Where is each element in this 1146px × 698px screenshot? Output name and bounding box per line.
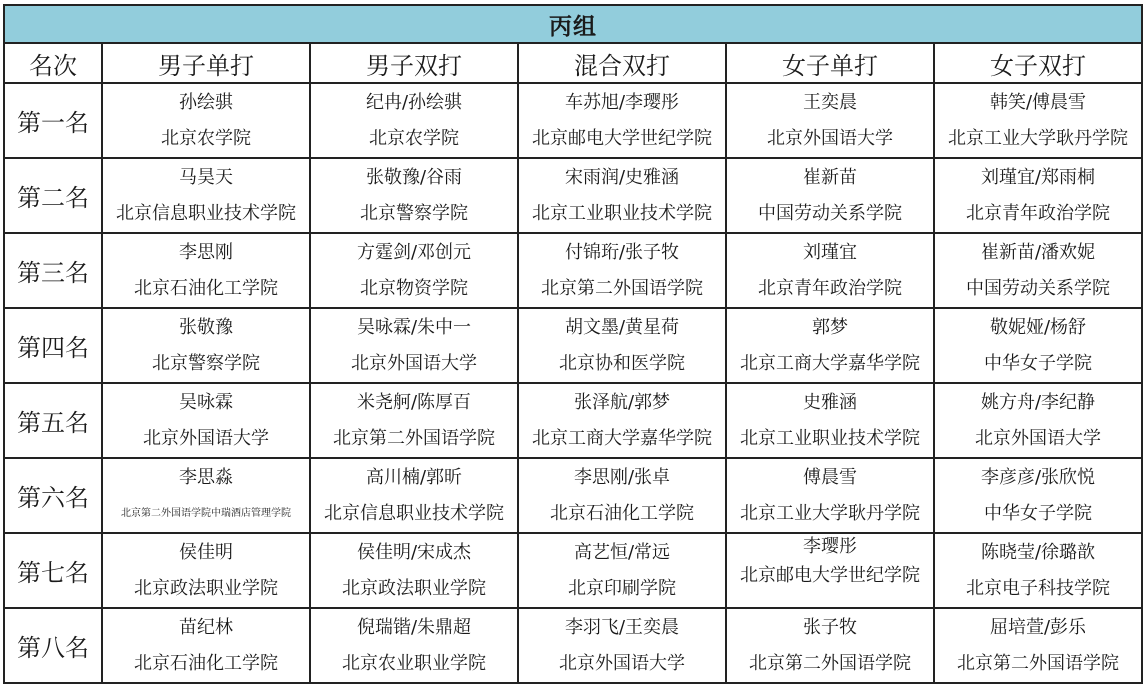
player-names: 傅晨雪: [803, 466, 857, 488]
result-cell-womens-singles: [726, 383, 934, 458]
school-name: 中国劳动关系学院: [966, 277, 1111, 299]
school-name: 北京外国语大学: [975, 427, 1102, 449]
school-name: 北京外国语大学: [559, 652, 685, 674]
result-cell-mens-singles: [102, 608, 310, 683]
player-names: 付锦珩/张子牧: [564, 241, 680, 263]
rank-label: 第一名: [4, 83, 102, 158]
school-name: 北京第二外国语学院: [541, 277, 703, 299]
school-name: 北京邮电大学世纪学院: [740, 564, 920, 586]
results-table: [3, 4, 1143, 684]
school-name: 北京石油化工学院: [134, 277, 278, 299]
rank-label: 第七名: [4, 533, 102, 608]
school-name: 北京第二外国语学院中瑞酒店管理学院: [121, 507, 291, 519]
player-names: 吴咏霖: [179, 391, 233, 413]
rank-label: 第八名: [4, 608, 102, 683]
school-name: 北京外国语大学: [143, 427, 269, 449]
player-names: 郭梦: [812, 316, 848, 338]
player-names: 史雅涵: [803, 391, 857, 413]
school-name: 北京政法职业学院: [134, 577, 278, 599]
player-names: 敬妮娅/杨舒: [989, 316, 1087, 338]
result-cell-mixed-doubles: [518, 158, 726, 233]
header-mens-doubles: 男子双打: [310, 43, 518, 83]
school-name: 北京石油化工学院: [550, 502, 694, 524]
school-name: 北京工业大学耿丹学院: [948, 127, 1129, 149]
school-name: 北京工业大学耿丹学院: [740, 502, 920, 524]
table-row: [4, 233, 1142, 308]
school-name: 北京信息职业技术学院: [116, 202, 296, 224]
school-name: 中国劳动关系学院: [758, 202, 902, 224]
player-names: 胡文墨/黄星荷: [564, 316, 680, 338]
result-cell-mixed-doubles: [518, 383, 726, 458]
school-name: 北京青年政治学院: [966, 202, 1111, 224]
result-cell-womens-singles: [726, 158, 934, 233]
table-row: [4, 83, 1142, 158]
result-cell-mens-singles: [102, 308, 310, 383]
header-mens-singles: 男子单打: [102, 43, 310, 83]
school-name: 北京外国语大学: [351, 352, 477, 374]
player-names: 陈晓莹/徐璐歆: [980, 541, 1096, 563]
player-names: 侯佳明/宋成杰: [356, 541, 472, 563]
school-name: 北京农学院: [369, 127, 459, 149]
player-names: 崔新苗: [803, 166, 857, 188]
school-name: 中华女子学院: [984, 352, 1093, 374]
school-name: 北京物资学院: [360, 277, 468, 299]
rank-label: 第四名: [4, 308, 102, 383]
result-cell-womens-doubles: [934, 158, 1142, 233]
player-names: 崔新苗/潘欢妮: [980, 241, 1096, 263]
result-cell-mens-doubles: [310, 83, 518, 158]
player-names: 倪瑞锴/朱鼎超: [356, 616, 472, 638]
player-names: 韩笑/傅晨雪: [989, 91, 1087, 113]
player-names: 高川楠/郭昕: [365, 466, 463, 488]
result-cell-mens-singles: [102, 158, 310, 233]
result-cell-womens-doubles: [934, 533, 1142, 608]
school-name: 北京农业职业学院: [342, 652, 486, 674]
school-name: 北京第二外国语学院: [749, 652, 911, 674]
school-name: 北京第二外国语学院: [333, 427, 495, 449]
header-rank: 名次: [4, 43, 102, 83]
school-name: 北京工商大学嘉华学院: [532, 427, 712, 449]
result-cell-womens-doubles: [934, 608, 1142, 683]
result-cell-mens-singles: [102, 533, 310, 608]
player-names: 孙绘骐: [179, 91, 233, 113]
player-names: 侯佳明: [179, 541, 233, 563]
school-name: 北京农学院: [161, 127, 251, 149]
result-cell-mixed-doubles: [518, 458, 726, 533]
school-name: 北京石油化工学院: [134, 652, 278, 674]
school-name: 北京政法职业学院: [342, 577, 486, 599]
player-names: 张泽航/郭梦: [573, 391, 671, 413]
player-names: 李思刚/张卓: [573, 466, 671, 488]
player-names: 苗纪林: [179, 616, 233, 638]
result-cell-womens-singles: [726, 308, 934, 383]
school-name: 北京工商大学嘉华学院: [740, 352, 920, 374]
result-cell-mixed-doubles: [518, 608, 726, 683]
group-title: 丙组: [4, 5, 1142, 43]
player-names: 李思刚: [179, 241, 233, 263]
table-row: [4, 383, 1142, 458]
rank-label: 第六名: [4, 458, 102, 533]
player-names: 刘瑾宜/郑雨桐: [980, 166, 1096, 188]
rank-label: 第二名: [4, 158, 102, 233]
table-row: [4, 458, 1142, 533]
result-cell-mens-doubles: [310, 608, 518, 683]
school-name: 北京青年政治学院: [758, 277, 902, 299]
school-name: 北京工业职业技术学院: [740, 427, 920, 449]
school-name: 北京警察学院: [360, 202, 468, 224]
header-womens-doubles: 女子双打: [934, 43, 1142, 83]
school-name: 北京印刷学院: [568, 577, 676, 599]
table-row: [4, 533, 1142, 608]
result-cell-mens-doubles: [310, 308, 518, 383]
player-names: 宋雨润/史雅涵: [564, 166, 680, 188]
result-cell-womens-doubles: [934, 383, 1142, 458]
result-cell-mens-doubles: [310, 383, 518, 458]
header-womens-singles: 女子单打: [726, 43, 934, 83]
table-row: [4, 158, 1142, 233]
player-names: 王奕晨: [803, 91, 857, 113]
player-names: 李璎彤: [803, 535, 857, 557]
result-cell-mens-doubles: [310, 233, 518, 308]
result-cell-mens-singles: [102, 233, 310, 308]
result-cell-mens-doubles: [310, 533, 518, 608]
player-names: 张敬豫: [179, 316, 233, 338]
result-cell-womens-singles: [726, 533, 934, 608]
player-names: 车苏旭/李璎彤: [564, 91, 680, 113]
school-name: 中华女子学院: [984, 502, 1093, 524]
player-names: 高艺恒/常远: [573, 541, 671, 563]
player-names: 纪冉/孙绘骐: [365, 91, 463, 113]
school-name: 北京工业职业技术学院: [532, 202, 712, 224]
school-name: 北京电子科技学院: [966, 577, 1111, 599]
result-cell-mixed-doubles: [518, 533, 726, 608]
school-name: 北京信息职业技术学院: [324, 502, 504, 524]
player-names: 米尧舸/陈厚百: [356, 391, 472, 413]
result-cell-womens-singles: [726, 83, 934, 158]
result-cell-womens-singles: [726, 608, 934, 683]
player-names: 李思淼: [179, 466, 233, 488]
result-cell-womens-doubles: [934, 233, 1142, 308]
player-names: 屈培萱/彭乐: [989, 616, 1087, 638]
player-names: 方霆剑/邓创元: [356, 241, 472, 263]
results-sheet: [3, 4, 1141, 692]
result-cell-mixed-doubles: [518, 83, 726, 158]
table-row: [4, 608, 1142, 683]
result-cell-womens-doubles: [934, 458, 1142, 533]
result-cell-mens-doubles: [310, 158, 518, 233]
result-cell-mens-singles: [102, 383, 310, 458]
school-name: 北京第二外国语学院: [957, 652, 1120, 674]
result-cell-womens-singles: [726, 458, 934, 533]
result-cell-womens-doubles: [934, 308, 1142, 383]
player-names: 刘瑾宜: [803, 241, 857, 263]
school-name: 北京外国语大学: [767, 127, 893, 149]
player-names: 张敬豫/谷雨: [365, 166, 463, 188]
player-names: 马昊天: [179, 166, 233, 188]
player-names: 张子牧: [803, 616, 857, 638]
result-cell-mens-singles: [102, 83, 310, 158]
player-names: 吴咏霖/朱中一: [356, 316, 472, 338]
result-cell-womens-doubles: [934, 83, 1142, 158]
rank-label: 第三名: [4, 233, 102, 308]
player-names: 姚方舟/李纪静: [980, 391, 1096, 413]
school-name: 北京邮电大学世纪学院: [532, 127, 712, 149]
header-row: [4, 43, 1142, 83]
table-row: [4, 308, 1142, 383]
rank-label: 第五名: [4, 383, 102, 458]
player-names: 李彦彦/张欣悦: [980, 466, 1096, 488]
result-cell-mens-doubles: [310, 458, 518, 533]
result-cell-womens-singles: [726, 233, 934, 308]
result-cell-mens-singles: [102, 458, 310, 533]
school-name: 北京警察学院: [152, 352, 260, 374]
player-names: 李羽飞/王奕晨: [564, 616, 680, 638]
result-cell-mixed-doubles: [518, 308, 726, 383]
header-mixed-doubles: 混合双打: [518, 43, 726, 83]
result-cell-mixed-doubles: [518, 233, 726, 308]
school-name: 北京协和医学院: [559, 352, 685, 374]
